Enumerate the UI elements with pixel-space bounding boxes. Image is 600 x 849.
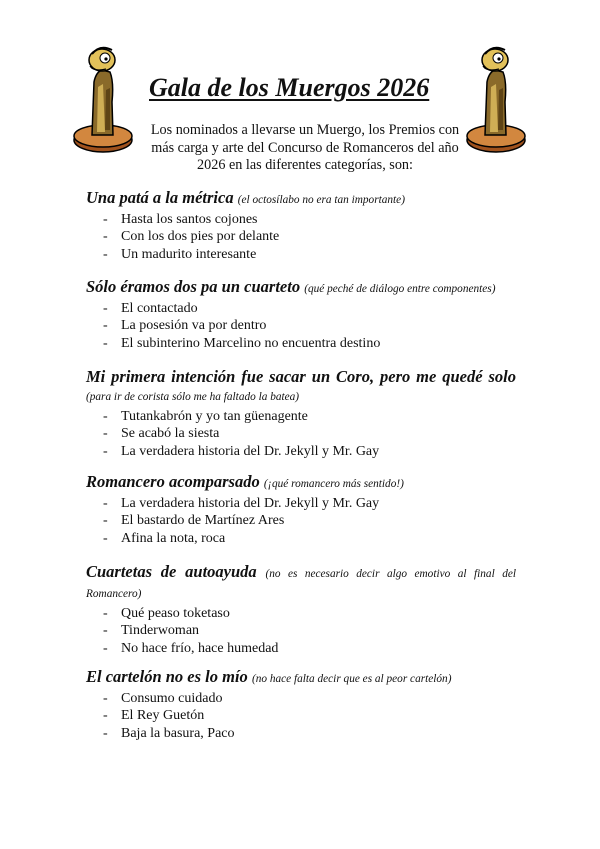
category-note: (para ir de corista sólo me ha faltado la batea) [86, 391, 300, 403]
nominee-item: - La posesión va por dentro [86, 317, 516, 334]
nominee-item: - Se acabó la siesta [86, 425, 516, 442]
muergo-trophy-icon [72, 42, 134, 158]
category-note: (no hace falta decir que es al peor cartelón) [251, 673, 452, 685]
nominee-item: - Con los dos pies por delante [86, 228, 516, 245]
category-note: (qué peché de diálogo entre componentes) [304, 283, 496, 295]
nominee-list [86, 300, 516, 352]
category-heading [86, 278, 516, 298]
nominee-list [86, 690, 516, 742]
category-title: Una patá a la métrica [86, 188, 234, 207]
nominee-list [86, 408, 516, 460]
category-section [86, 563, 516, 657]
nominee-item: - Baja la basura, Paco [86, 725, 516, 742]
category-title: Romancero acomparsado [86, 472, 260, 491]
nominee-item: - El contactado [86, 300, 516, 317]
nominee-item: - Consumo cuidado [86, 690, 516, 707]
category-note: (el octosílabo no era tan importante) [237, 194, 405, 206]
muergo-trophy-icon [465, 42, 527, 158]
nominee-item: - Tinderwoman [86, 622, 516, 639]
page-title: Gala de los Muergos 2026 [149, 73, 430, 102]
intro-paragraph: Los nominados a llevarse un Muergo, los Premios con más carga y arte del Concurso de Romanceros del año 2026 en las diferentes categorías, son: [150, 122, 460, 173]
nominee-item: - Hasta los santos cojones [86, 211, 516, 228]
category-section [86, 473, 516, 547]
category-note: (¡qué romancero más sentido!) [263, 478, 404, 490]
nominee-item: - La verdadera historia del Dr. Jekyll y Mr. Gay [86, 443, 516, 460]
category-title: El cartelón no es lo mío [86, 667, 248, 686]
category-section [86, 189, 516, 263]
category-title: Cuartetas de autoayuda [86, 562, 257, 581]
category-title: Sólo éramos dos pa un cuarteto [86, 277, 301, 296]
category-heading [86, 668, 516, 688]
category-heading [86, 189, 516, 209]
category-title: Mi primera intención fue sacar un Coro, pero me quedé solo [86, 367, 516, 386]
nominee-item: - Afina la nota, roca [86, 530, 516, 547]
category-heading [86, 368, 516, 406]
category-heading [86, 473, 516, 493]
category-section [86, 278, 516, 352]
nominee-item: - Un madurito interesante [86, 246, 516, 263]
nominee-item: - El subinterino Marcelino no encuentra destino [86, 335, 516, 352]
nominee-list [86, 605, 516, 657]
nominee-item: - El bastardo de Martínez Ares [86, 512, 516, 529]
nominee-list [86, 211, 516, 263]
nominee-item: - La verdadera historia del Dr. Jekyll y Mr. Gay [86, 495, 516, 512]
category-heading [86, 563, 516, 603]
nominee-item: - No hace frío, hace humedad [86, 640, 516, 657]
nominee-item: - Qué peaso toketaso [86, 605, 516, 622]
category-note: (no es necesario decir algo emotivo al final del Romancero) [86, 568, 516, 600]
category-section [86, 368, 516, 460]
category-section [86, 668, 516, 742]
nominee-item: - Tutankabrón y yo tan güenagente [86, 408, 516, 425]
nominee-list [86, 495, 516, 547]
nominee-item: - El Rey Guetón [86, 707, 516, 724]
